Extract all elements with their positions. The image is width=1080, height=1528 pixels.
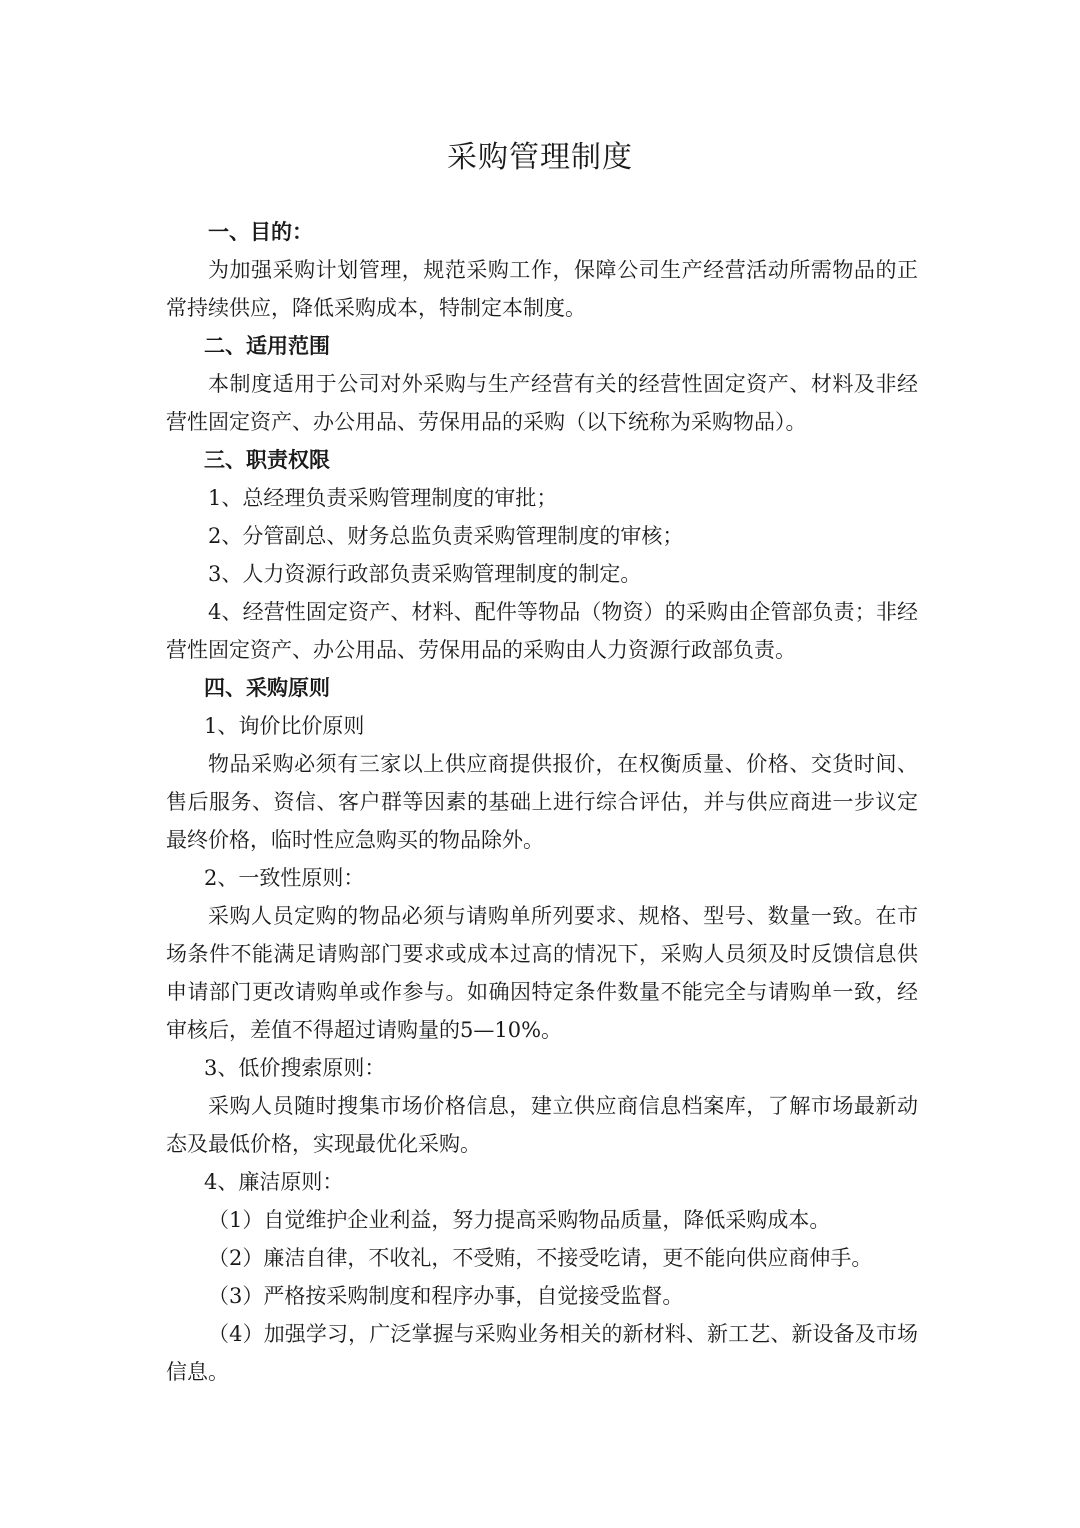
integrity-item: （4）加强学习，广泛掌握与采购业务相关的新材料、新工艺、新设备及市场信息。 xyxy=(166,1322,918,1384)
responsibility-item: 2、分管副总、财务总监负责采购管理制度的审核； xyxy=(208,524,684,548)
responsibility-item: 3、人力资源行政部负责采购管理制度的制定。 xyxy=(208,562,642,586)
principle-title-low-price: 3、低价搜索原则： xyxy=(204,1056,386,1080)
principle-text-consistency: 采购人员定购的物品必须与请购单所列要求、规格、型号、数量一致。在市场条件不能满足请购部门要求或成本过高的情况下，采购人员须及时反馈信息供申请部门更改请购单或作参与。如确因特定条件数量不能完全与请购单一致，经审核后，差值不得超过请购量的5—10%。 xyxy=(166,904,918,1042)
section-text-purpose: 为加强采购计划管理，规范采购工作，保障公司生产经营活动所需物品的正常持续供应，降低采购成本，特制定本制度。 xyxy=(166,258,918,320)
integrity-item: （3）严格按采购制度和程序办事，自觉接受监督。 xyxy=(208,1284,684,1308)
page-title: 采购管理制度 xyxy=(447,140,633,175)
section-heading-purpose: 一、目的： xyxy=(208,219,313,244)
integrity-item: （2）廉洁自律，不收礼，不受贿，不接受吃请，更不能向供应商伸手。 xyxy=(208,1246,873,1270)
section-heading-scope: 二、适用范围 xyxy=(204,333,330,358)
responsibility-item: 4、经营性固定资产、材料、配件等物品（物资）的采购由企管部负责；非经营性固定资产、办公用品、劳保用品的采购由人力资源行政部负责。 xyxy=(166,600,918,662)
section-text-scope: 本制度适用于公司对外采购与生产经营有关的经营性固定资产、材料及非经营性固定资产、办公用品、劳保用品的采购（以下统称为采购物品）。 xyxy=(166,372,918,434)
principle-title-price-comparison: 1、询价比价原则 xyxy=(204,714,365,738)
section-heading-responsibilities: 三、职责权限 xyxy=(204,447,330,472)
principle-title-integrity: 4、廉洁原则： xyxy=(204,1170,344,1194)
responsibility-item: 1、总经理负责采购管理制度的审批； xyxy=(208,486,558,510)
principle-text-price-comparison: 物品采购必须有三家以上供应商提供报价，在权衡质量、价格、交货时间、售后服务、资信、客户群等因素的基础上进行综合评估，并与供应商进一步议定最终价格，临时性应急购买的物品除外。 xyxy=(166,752,918,852)
document-body xyxy=(166,213,918,1391)
integrity-item: （1）自觉维护企业利益，努力提高采购物品质量，降低采购成本。 xyxy=(208,1208,831,1232)
principle-text-low-price: 采购人员随时搜集市场价格信息，建立供应商信息档案库，了解市场最新动态及最低价格，实现最优化采购。 xyxy=(166,1094,918,1156)
section-heading-principles: 四、采购原则 xyxy=(204,675,330,700)
principle-title-consistency: 2、一致性原则： xyxy=(204,866,365,890)
